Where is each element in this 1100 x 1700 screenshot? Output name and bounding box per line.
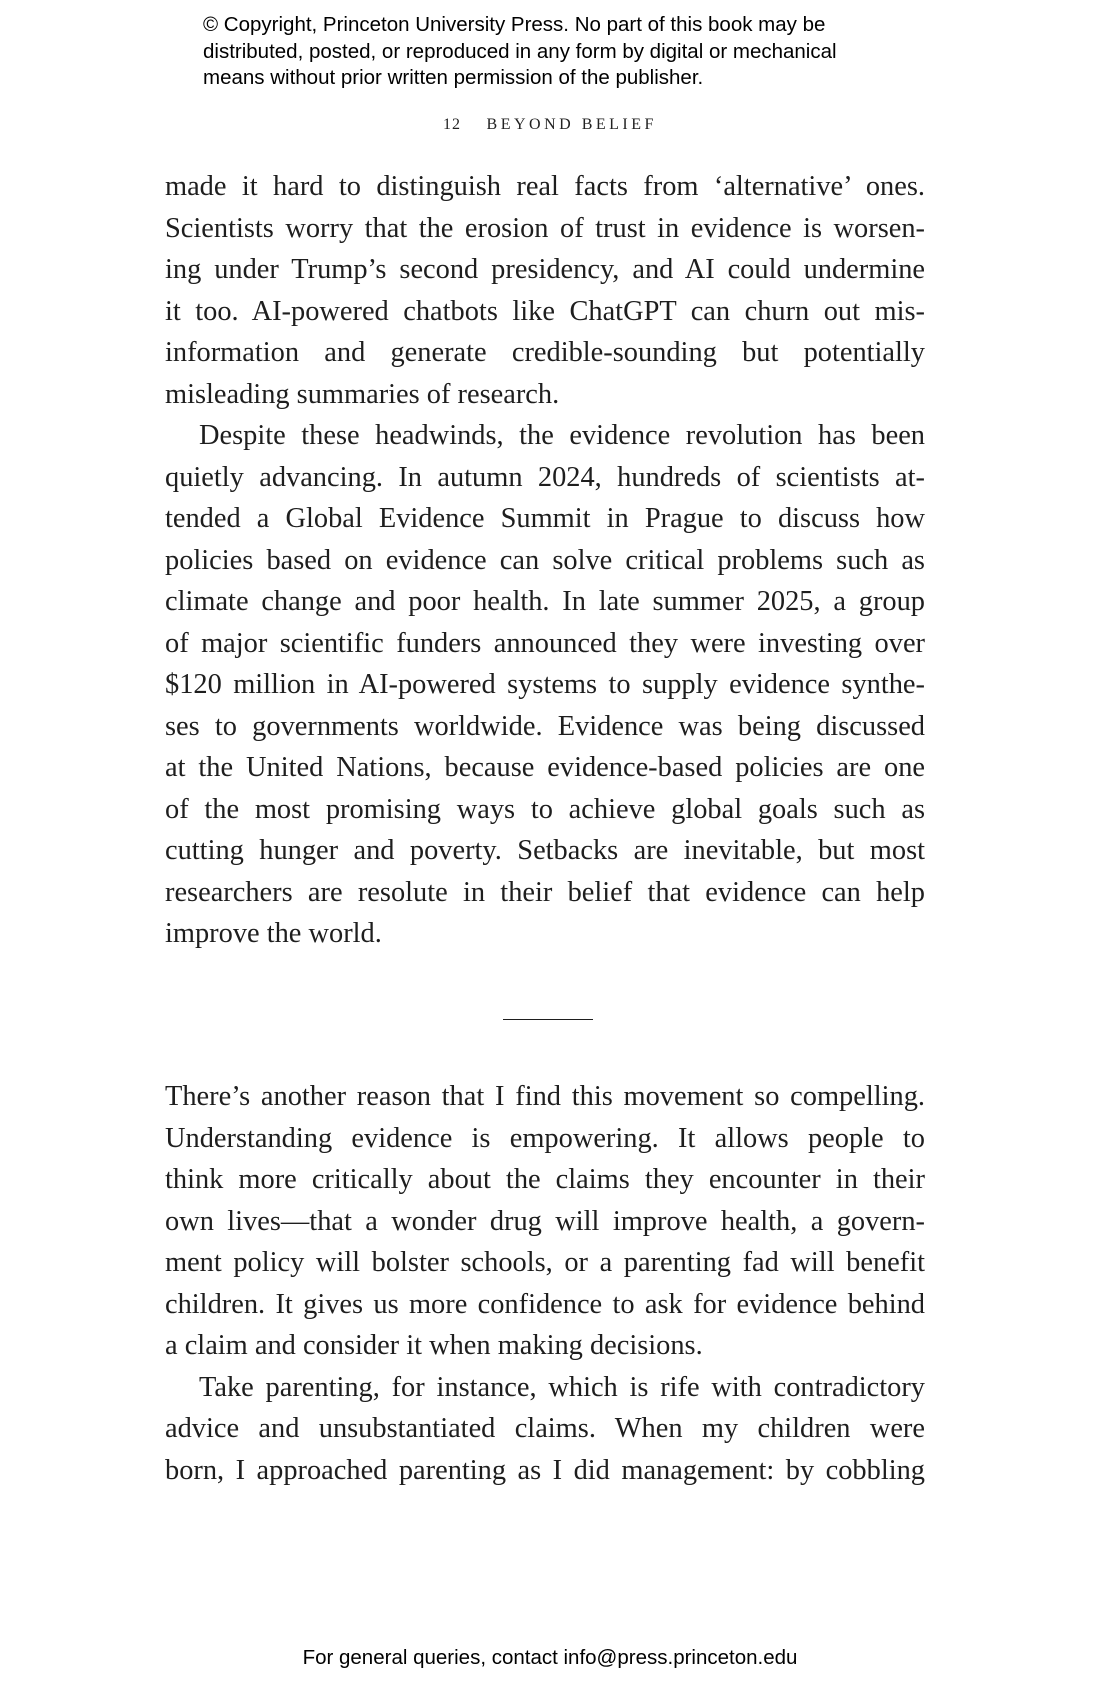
- text-line: a claim and consider it when making decisions.: [165, 1330, 703, 1361]
- text-line: misleading summaries of research.: [165, 378, 560, 410]
- section-break-rule: [503, 1019, 593, 1020]
- body-text-section-2: [165, 1076, 925, 1491]
- text-line: ment policy will bolster schools, or a parenting fad will benefit: [165, 1247, 925, 1278]
- paragraph: [165, 1076, 925, 1367]
- text-line: climate change and poor health. In late summer 2025, a group: [165, 586, 925, 617]
- text-line: tended a Global Evidence Summit in Prague to discuss how: [165, 503, 925, 534]
- text-line: of major scientific funders announced they were investing over: [165, 627, 925, 659]
- text-line: information and generate credible-sounding but potentially: [165, 337, 925, 368]
- text-line: own lives—that a wonder drug will improve health, a govern-: [165, 1205, 925, 1237]
- text-line: There’s another reason that I find this movement so compelling.: [165, 1081, 925, 1112]
- text-line: it too. AI-powered chatbots like ChatGPT can churn out mis-: [165, 295, 925, 327]
- text-line: ses to governments worldwide. Evidence was being discussed: [165, 710, 925, 742]
- copyright-line: © Copyright, Princeton University Press. No part of this book may be: [203, 13, 826, 36]
- copyright-line: means without prior written permission of the publisher.: [203, 66, 704, 89]
- text-line: Despite these headwinds, the evidence revolution has been: [199, 420, 925, 451]
- text-line: advice and unsubstantiated claims. When my children were: [165, 1413, 925, 1444]
- text-line: researchers are resolute in their belief that evidence can help: [165, 876, 925, 908]
- text-line: at the United Nations, because evidence-based policies are one: [165, 752, 925, 783]
- text-line: ing under Trump’s second presidency, and AI could undermine: [165, 254, 925, 285]
- text-line: cutting hunger and poverty. Setbacks are inevitable, but most: [165, 835, 925, 866]
- text-line: policies based on evidence can solve critical problems such as: [165, 544, 925, 576]
- paragraph: [165, 415, 925, 955]
- text-line: children. It gives us more confidence to ask for evidence behind: [165, 1288, 925, 1320]
- running-head: [0, 116, 1100, 134]
- text-line: improve the world.: [165, 918, 382, 949]
- paragraph: [165, 166, 925, 415]
- text-line: $120 million in AI-powered systems to supply evidence synthe-: [165, 669, 925, 700]
- book-title: BEYOND BELIEF: [486, 116, 657, 133]
- text-line: think more critically about the claims they encounter in their: [165, 1164, 925, 1195]
- paragraph: [165, 1367, 925, 1492]
- body-text-section-1: [165, 166, 925, 955]
- copyright-line: distributed, posted, or reproduced in any form by digital or mechanical: [203, 39, 837, 63]
- text-line: Take parenting, for instance, which is rife with contradictory: [199, 1371, 925, 1403]
- text-line: Scientists worry that the erosion of trust in evidence is worsen-: [165, 212, 925, 244]
- text-line: born, I approached parenting as I did management: by cobbling: [165, 1454, 925, 1486]
- text-line: Understanding evidence is empowering. It allows people to: [165, 1122, 925, 1154]
- page-number: 12: [443, 116, 462, 133]
- text-line: made it hard to distinguish real facts from ‘alternative’ ones.: [165, 171, 925, 202]
- text-line: quietly advancing. In autumn 2024, hundreds of scientists at-: [165, 461, 925, 493]
- text-line: of the most promising ways to achieve global goals such as: [165, 793, 925, 825]
- copyright-notice: [203, 12, 923, 92]
- footer-contact: For general queries, contact info@press.princeton.edu: [302, 1646, 798, 1669]
